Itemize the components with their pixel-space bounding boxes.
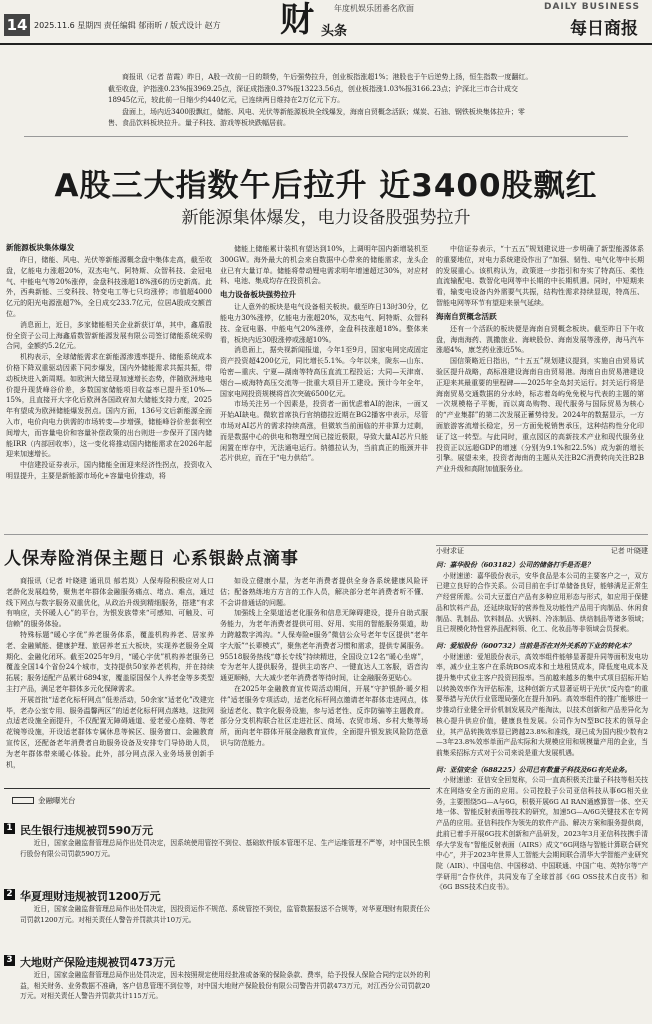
sidebar-tag — [436, 545, 648, 554]
item-title: 华夏理财违规被罚1200万元 — [20, 890, 161, 903]
item-number: 2 — [4, 889, 15, 900]
paper-name-en: DAILY BUSINESS — [543, 2, 640, 12]
lead-paragraph — [108, 72, 538, 130]
section-sub-label: 年度机娱乐团番名欣面 — [334, 4, 414, 13]
paragraph: 中信建投证券表示，国内储能全面迎来经济性拐点，投资收入明显提升，主要是新能源市场化+容量电价推动，将 — [6, 461, 212, 480]
finance-box-title — [12, 795, 76, 806]
divider — [24, 136, 628, 137]
qa-answer: 小财速递：爱旭股份表示，高效率组件能够显著提升同等面积发电功率，减少业主客户在系统BOS成本和土地租赁成本，降低度电成本及提升集中式业主客户投资回报率。当前越来越多的集中式项目招标开始以转换效率作为评估标准，这种创新方式显著证明于光伏“反内卷”的重要举措与光伏行业管理局强化在提升加码。高效率组件的推广能够进一步推动行业健全评价机制发展及产能淘汰，以技术创新和产品差异化为核心提升供应价值，健康良性发展。公司作为N型BC技术的领导企业，其产品转换效率显已跨越23.8%和准线，现已成为国内极少数有2—3年23.8%效率单面产品实际和大规模应用和规模量产用的企业，当前集采招标方式对于公司来说是重大发展机遇。 — [436, 652, 648, 757]
section-heading: 新能源板块集体爆发 — [6, 243, 75, 252]
section-heading: 电力设备板块强势拉升 — [220, 290, 296, 300]
qa-sidebar — [436, 557, 648, 893]
article2-column-2 — [220, 576, 428, 749]
article-column-2 — [220, 244, 428, 464]
paragraph: 昨日，储能、风电、光伏等新能源概念盘中集体走高，截至收盘，亿能电力涨超20%，双杰电气、阿特斯、众智科技、金冠电气、中能电气等20%涨停，金盘科技涨超18%涨6的历史新高。此外，西典新能、三变科技、特变电工等七只均涨停；市值超4000亿元的阳光电源涨超7%，全日成交233.7亿元，位居A股成交额首位。 — [6, 256, 212, 318]
lead-p2: 盘面上，场内近3400股飘红，储能、风电、光伏等新能源板块全线爆发，海南自贸概念活跃；煤炭、石油、钢铁板块集体拉升；零售、食品饮料板块拉升。量子科技、游戏等板块跌幅居前。 — [108, 107, 525, 127]
paragraph: 还有一个活跃的板块便是海南自贸概念板块。截至昨日下午收盘，海南海药、凯撒旅业、海峡股份、海南发展等涨停，海马汽车涨超4%，康芝药业涨近5%。 — [436, 324, 644, 355]
paragraph: 特殊标题“暖心字优”养老服务体系，覆盖机构养老、居家养老、金融赋能、健康护理、旅居养老五大板块，实现养老服务全周期化、金融化闭环。截至2025年9月，“暖心字优”机构养老服务已覆盖全国14个省份24个城市，支持提供50家养老机构，并在持续拓展；服务适配产品累计6894家，覆盖原国保个人养老金等多类型主打产品，满足老年群体多元化保障需求。 — [6, 630, 214, 693]
item-title: 民生银行违规被罚590万元 — [20, 824, 153, 837]
item-body: 近日，国家金融监督管理总局作出处罚决定，因未按照规定使用经批准或备案的保险条款、费率，给予投保人保险合同约定以外的利益，相关财务、业务数据不准确，客户信息管理不到位等，对中国大地财产保险股份有限公司警告并罚款473万元，对江西分公司罚款20万元。对相关责任人警告并罚款共计115万元。 — [20, 971, 430, 1001]
article2-column-1 — [6, 576, 214, 770]
second-headline: 人保寿险消保主题日 心系银龄点滴事 — [4, 549, 299, 569]
qa-question: 问：嘉华股份（603182）公司的储备打手是否是？ — [436, 561, 594, 569]
item-number: 3 — [4, 955, 15, 966]
qa-question: 问：爱旭股份（600732）当前是否在对外关系的下业的转化本？ — [436, 641, 635, 650]
finance-box-title-text: 金融曝光台 — [38, 796, 76, 805]
paragraph: 在2025年金融教育宣传周活动期间，开展“守护银龄·暖夕相伴”适老服务专项活动，适老化标杆网点邀请老年群体走进网点，体验适老化、数字化服务设施，参与适老性、反诈防骗等主题教育。部分分支机构联合社区走进社区、商场、农贸市场、乡村大集等场所，面向老年群体开展金融教育宣传，全面提升银发族风险防范意识与防范能力。 — [220, 684, 428, 747]
paragraph: 让人意外的板块是电气设备相关板块。截至昨日13时30分，亿能电力30%涨停，亿能电力涨超20%，双杰电气、阿特斯、众智科技、金冠电器、中能电气20%涨停，金盘科技涨超18%。整体来看，板块内近30股涨停或涨超10%。 — [220, 303, 428, 344]
finance-exposure-box — [4, 788, 430, 1020]
main-headline: A股三大指数午后拉升 近3400股飘红 — [54, 168, 598, 204]
section-heading: 海南自贸概念活跃 — [436, 311, 497, 321]
paragraph: 消息面上，近日，多家储能相关企业新获订单，其中，鑫盾股份全资子公司上海鑫盾数智新能源发展有限公司签订储能系统采购合同，金额约5.2亿元。 — [6, 320, 212, 351]
item-number: 1 — [4, 823, 15, 834]
section-logo-char: 财 — [280, 0, 314, 40]
header-rule — [0, 43, 652, 45]
qa-question: 问：亚信安全（688225）公司已有数量子科技及6G有关业务。 — [436, 765, 632, 774]
paper-name: 每日商报 — [570, 19, 638, 39]
sidebar-title: 小财求证 — [436, 547, 464, 555]
main-subheadline: 新能源集体爆发，电力设备股强势拉升 — [181, 208, 471, 228]
paragraph: 国信策略近日指出，“十五五”规划建议提到，实施自由贸易试验区提升战略，高标准建设海南自由贸易港。海南自由贸易港建设正迎来其最重要的里程碑——2025年全岛封关运行。封关运行将是海南贸易交通数据的分水岭，标志着岛屿免免税与代表的主题的第一次规模格子平衡，而以离岛购物、现代服务与国际贸易为核心的“产业集群”的第二次发展正蓄势待发。2024年的数据显示，一方面旅游客流增长稳定，另一方面免税销售承压，这种结构性分化印证了这一转型。与此同时，重点园区的高新技术产业和现代服务业投资正以远超GDP的增速（分别为9.1%和22.5%）成为新的增长引擎。展望未来，投资者海南的主题从关注B2C消费转向关注B2B产业升级和高附加值服务业。 — [436, 357, 644, 474]
box-mark-icon — [12, 797, 34, 804]
paragraph: 中信证券表示，“十五五”规划建议进一步明确了新型能源体系的重要地位，对电力系统建设作出了“加强、韧性、电气化等中长期的发展重心。该机构认为，政策进一步指引和夯实了特高压、柔性直流输配电、数智化电网等中长期的中长期机遇。同时，中短期来看，输变电设备内外需要气共振，结构性需求持续显现，特高压、智能电网等环节有望迎来景气延续。 — [436, 245, 644, 307]
sidebar-byline: 记者 叶晓建 — [610, 547, 648, 555]
article-column-1 — [6, 240, 212, 482]
paragraph: 储能上储能累计装机有望达到10%，上调明年国内新增装机至300GW。海外最大的机会来自数据中心带来的储能需求，龙头企业已有大量订单。储能将带动锂电需求明年增速超过30%，对应材料、电池、集成均存在投资机会。 — [220, 245, 428, 286]
qa-answer: 小财速递：亚信安全回复称，公司一直高积极关注量子科技等相关技术在网络安全方面的应用。公司控股子公司亚信科技从事6G相关业务，主要围绕5G—A与6G，积极开展6G AI RAN通感算智一体、空天地一体、智能反射表面等技术的研究，加速5G—A/6G关键技术在专网产品的应用。亚信科技作为领先的软件产品、解决方案和服务提供商，此前已着手开展6G技术创新和产品研发，2023年3月亚信科技携手清华大学发布“智能反射表面（AIRS）成文“6G网络与智能计算联合研究中心”，并于2023年世界人工智能大会期间联合清华大学智能产业研究院（AIR）、中国电信、中国移动、中国联通、中国广电、英特尔等“产学研用”合作伙伴，共同发布了全球首部《6G OSS技术白皮书》和《6G BSS技术白皮书》。 — [436, 776, 648, 892]
date-editor-line: 2025.11.6 星期四 责任编辑 郁雨昕 / 版式设计 赵方 — [34, 21, 221, 30]
divider — [4, 534, 648, 535]
page-number: 14 — [4, 14, 30, 36]
paragraph: 商报讯（记者 叶晓建 通讯员 郁若岚）人保寿险积极应对人口老龄化发展趋势，聚焦老年群体金融服务痛点、堵点、难点，通过线下网点与数字服务双重优化，从政治升级到精细服务，搭建“有求有响应，关怀暖人心”的平台，为银发族带来“可感知、可触及、可信赖”的服务体验。 — [6, 577, 214, 629]
section-name: 头条 — [321, 24, 348, 39]
item-title: 大地财产保险违规被罚473万元 — [20, 956, 175, 969]
item-body: 近日，国家金融监督管理总局作出处罚决定，因投资运作不规范、系统管控不到位，监管数据报送不合规等，对华夏理财有限责任公司罚款1200万元。对相关责任人警告并罚款共计10万元。 — [20, 905, 430, 924]
page-header — [0, 0, 652, 44]
paragraph: 消息面上，据央视新闻报道，今年1至9月，国家电网完成固定资产投资超4200亿元，同比增长5.1%。今年以来，陇东—山东、哈密—重庆、宁夏—湖南等特高压直流工程投运；大同—天津南、烟台—威海特高压交流等一批重大项目开工建设。预计今年全年，国家电网投资规模将首次突破6500亿元。 — [220, 346, 428, 398]
paragraph: 开展首批“适老化标杆网点”低差活动，50余家“适老化”改建完毕，老办公室专用、服务温馨两区”的适老化标杆网点落地，这批网点适老设施全面提升，不仅配置无障碍通道、爱老爱心座椅、等老花镜等设施，开设适老群体专属休息等候区、服务窗口、金融教育宣传区，还配备老年消费者自助服务设备及安排专门导协助人员，为老年群体带来暖心体验。此外，部分网点深入业务场景创新手机， — [6, 695, 214, 769]
paragraph: 如设立健康小屋，为老年消费者提供全身各系统健康风险评估；配备熟练地方方言的工作人员，解决部分老年消费者听不懂、不会讲普通话的问题。 — [220, 577, 428, 607]
paragraph: 加强线上全渠道适老化服务和信息无障碍建设，提升自助式服务能力，为老年消费者提供可用、好用、实用的智能服务渠道，助力跨越数字鸿沟。“人保寿险e服务”微信公众号老年专区提供“老年字大版”“长辈模式”，聚焦老年消费者习惯和需求，提供专属服务。95518服务热线“尊长专线”持续精进，全国设立12名“暖心坐席”，专为老年人提供服务，提供主动客户、一键直达人工客服，语音沟通更顺畅，大大减少老年消费者等待时间，让金融服务更贴心。 — [220, 609, 428, 683]
qa-answer: 小财速递：嘉华股份表示，安华食品是本公司的主要客户之一，双方已建立良好的合作关系。公司目前在手订单储备良好，能够满足正常生产经营所需。公司大豆蛋白产品有多种应用形态与形式，如应用于保健品和饮料产品，还延续取好的营养性及功能性产品用于肉制品、休闲食制品、乳制品、饮料制品、火锅料、冷冻制品、烘焙制品等诸多领域；且已规模化特性营养品配料领、化工、化妆品等非领域会员探索。 — [436, 571, 648, 634]
lead-p1: 商报讯（记者 苗霞）昨日，A股一改前一日的颓势，午后强势拉升，创业板指涨超1%；港股也于午后逆势上扬，恒生指数一度翻红。截至收盘，沪指涨0.23%报3969.25点，深证成指涨0.37%报13223.56点，创业板指涨1.03%报3166.23点；沪深北三市合计成交18945亿元，较此前一日缩少约440亿元，已连续两日维持在2万亿元下方。 — [108, 73, 533, 104]
paragraph: 市场关注另一个因素是，投资者一面忧虑着AI的泡沫，一面又开始AI缺电。微软首席执行官纳德拉近期在BG2播客中表示，尽管市场对AI芯片的需求持续高涨，但微软当前面临的并非算力过剩，而是数据中心的供电和物理空间已接近极限，导致大量AI芯片只能闲置在库存中，无法通电运行。纳德拉认为，当前真正的瓶颈并非芯片供应，而在于“电力供给”。 — [220, 400, 428, 463]
paragraph: 机构表示，全球储能需求在新能源渗透率提升、储能系统成本价格下降双重驱动因素下同步爆发，国内外储能需求共振共振，带动板块进入新周期。如欧洲大储呈现加速增长态势，伴随欧洲地电价提升现货峰谷价差，多数国家储能项目收益率已提升至10%—15%，且直接开大字化后欧洲各国政府加大储能支持力度，2025年有望成为欧洲储能爆发拐点。国内方面，136号文后新能源全面入市，电价向电力供需的市场转变—步增强，储能峰谷价差套利空间增大，而容量电价和容量补偿政策的出台则进一步保开了国内储能IRR（内部回收率），这一变化将推动国内储能需求在2026年起迎来加速增长。 — [6, 353, 212, 459]
article-column-3 — [436, 244, 644, 475]
item-body: 近日，国家金融监督管理总局作出处罚决定，因系统使用管控不到位、基础软件版本管理不足、生产运维管理不严等，对中国民生银行股份有限公司罚款590万元。 — [20, 839, 430, 858]
